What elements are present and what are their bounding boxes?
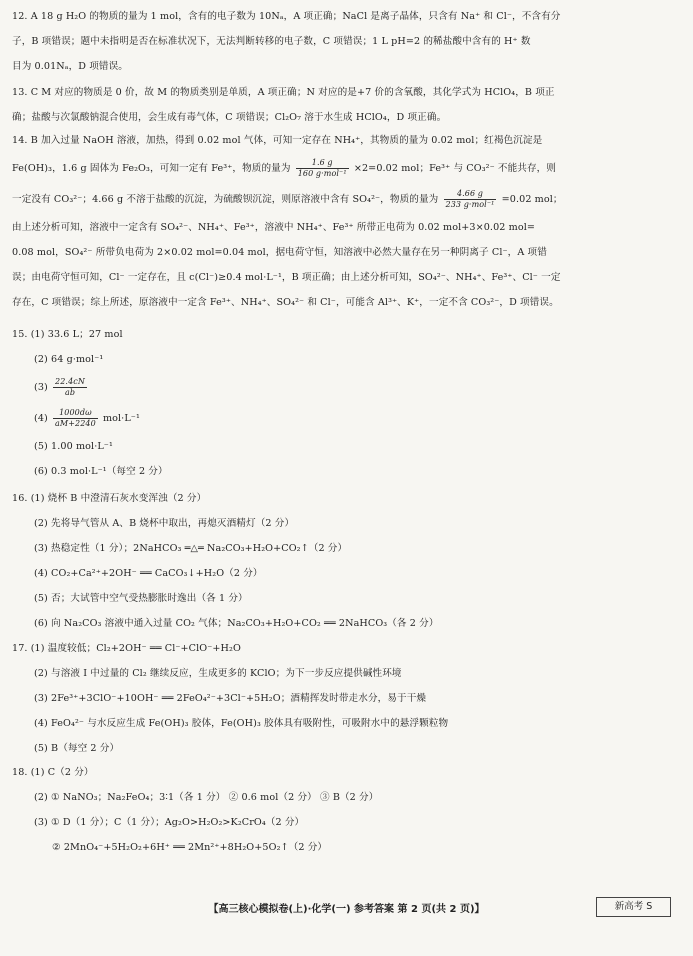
q13-line-1: 13. C M 对应的物质是 0 价，故 M 的物质类别是单质，A 项正确；N 对应的是+7 价的含氧酸，其化学式为 HClO₄，B 项正 <box>12 87 555 98</box>
q14-line-4: 由上述分析可知，溶液中一定含有 SO₄²⁻、NH₄⁺、Fe³⁺，溶液中 NH₄⁺、Fe³⁺ 所带正电荷为 0.02 mol+3×0.02 mol= <box>12 222 536 233</box>
q16-answer-5: (5) 否；大试管中空气受热膨胀时逸出（各 1 分） <box>34 593 248 604</box>
q16-answer-4: (4) CO₂+Ca²⁺+2OH⁻ ══ CaCO₃↓+H₂O（2 分） <box>34 568 263 579</box>
q16-answer-2: (2) 先将导气管从 A、B 烧杯中取出，再熄灭酒精灯（2 分） <box>34 518 295 529</box>
q14-line-3b: =0.02 mol； <box>501 194 563 205</box>
q15-answer-2: (2) 64 g·mol⁻¹ <box>34 354 104 365</box>
q15-answer-5: (5) 1.00 mol·L⁻¹ <box>34 441 113 452</box>
q14-fraction-2-denominator: 233 g·mol⁻¹ <box>445 200 495 209</box>
q18-answer-2: (2) ① NaNO₃；Na₂FeO₄；3∶1（各 1 分） ② 0.6 mol（2 分） ③ B（2 分） <box>34 792 379 803</box>
question-16 <box>12 486 679 636</box>
question-18 <box>12 760 679 860</box>
q13-line-2: 确；盐酸与次氯酸钠混合使用，会生成有毒气体，C 项错误；Cl₂O₇ 溶于水生成 HClO₄，D 项正确。 <box>12 112 447 123</box>
q15-answer-1: 15. (1) 33.6 L；27 mol <box>12 329 123 340</box>
q12-line-1: 12. A 18 g H₂O 的物质的量为 1 mol，含有的电子数为 10Nₐ，A 项正确；NaCl 是离子晶体，只含有 Na⁺ 和 Cl⁻，不含有分 <box>12 11 561 22</box>
q16-answer-6: (6) 向 Na₂CO₃ 溶液中通入过量 CO₂ 气体；Na₂CO₃+H₂O+CO₂ ══ 2NaHCO₃（各 2 分） <box>34 618 439 629</box>
q14-line-5: 0.08 mol，SO₄²⁻ 所带负电荷为 2×0.02 mol=0.04 mol，据电荷守恒，知溶液中必然大量存在另一种阴离子 Cl⁻，A 项错 <box>12 247 547 258</box>
q18-answer-1: 18. (1) C（2 分） <box>12 767 94 778</box>
q15-answer-4-label: (4) <box>34 413 48 424</box>
q14-line-3 <box>12 184 679 215</box>
q16-answer-1: 16. (1) 烧杯 B 中澄清石灰水变浑浊（2 分） <box>12 493 207 504</box>
page-footer: 【高三核心模拟卷(上)·化学(一) 参考答案 第 2 页(共 2 页)】 <box>208 904 485 915</box>
q15-answer-4-unit: mol·L⁻¹ <box>102 413 140 424</box>
q14-fraction-1 <box>296 158 349 179</box>
exam-badge: 新高考 S <box>596 897 671 917</box>
q14-line-1: 14. B 加入过量 NaOH 溶液，加热，得到 0.02 mol 气体，可知一定存在 NH₄⁺，其物质的量为 0.02 mol；红褐色沉淀是 <box>12 135 543 146</box>
q14-line-2 <box>12 153 679 184</box>
q14-line-7: 存在，C 项错误；综上所述，原溶液中一定含 Fe³⁺、NH₄⁺、SO₄²⁻ 和 Cl⁻，可能含 Al³⁺、K⁺，一定不含 CO₃²⁻，D 项错误。 <box>12 297 559 308</box>
q15-answer-3-fraction <box>53 377 87 398</box>
q15-answer-6: (6) 0.3 mol·L⁻¹（每空 2 分） <box>34 466 168 477</box>
q17-answer-3: (3) 2Fe³⁺+3ClO⁻+10OH⁻ ══ 2FeO₄²⁻+3Cl⁻+5H₂O；酒精挥发时带走水分，易于干燥 <box>34 693 427 704</box>
q14-fraction-1-denominator: 160 g·mol⁻¹ <box>297 169 347 178</box>
question-17 <box>12 636 679 761</box>
q17-answer-2: (2) 与溶液 I 中过量的 Cl₂ 继续反应，生成更多的 KClO；为下一步反应提供碱性环境 <box>34 668 402 679</box>
q14-fraction-2-numerator: 4.66 g <box>444 189 497 200</box>
question-13 <box>12 80 679 130</box>
q17-answer-4: (4) FeO₄²⁻ 与水反应生成 Fe(OH)₃ 胶体，Fe(OH)₃ 胶体具有吸附性，可吸附水中的悬浮颗粒物 <box>34 718 449 729</box>
q17-answer-1: 17. (1) 温度较低；Cl₂+2OH⁻ ══ Cl⁻+ClO⁻+H₂O <box>12 643 241 654</box>
q12-line-2: 子，B 项错误；题中未指明是否在标准状况下，无法判断转移的电子数，C 项错误；1 L pH=2 的稀盐酸中含有的 H⁺ 数 <box>12 36 531 47</box>
q14-line-2a: Fe(OH)₃，1.6 g 固体为 Fe₂O₃，可知一定有 Fe³⁺，物质的量为 <box>12 163 291 174</box>
question-12 <box>12 4 679 79</box>
q15-answer-4-fraction <box>53 408 98 429</box>
q12-line-3: 目为 0.01Nₐ，D 项错误。 <box>12 61 129 72</box>
q15-answer-3 <box>12 372 679 403</box>
q14-line-3a: 一定没有 CO₃²⁻；4.66 g 不溶于盐酸的沉淀，为硫酸钡沉淀，则原溶液中含有 SO₄²⁻，物质的量为 <box>12 194 439 205</box>
q15-answer-3-label: (3) <box>34 382 48 393</box>
q15-answer-3-denominator: ab <box>64 388 76 397</box>
question-15 <box>12 322 679 484</box>
q14-line-6: 误；由电荷守恒可知，Cl⁻ 一定存在，且 c(Cl⁻)≥0.4 mol·L⁻¹，B 项正确；由上述分析可知，SO₄²⁻、NH₄⁺、Fe³⁺、Cl⁻ 一定 <box>12 272 561 283</box>
q15-answer-4-numerator: 1000dω <box>53 408 98 419</box>
q14-fraction-1-numerator: 1.6 g <box>296 158 349 169</box>
q18-answer-3: (3) ① D（1 分）；C（1 分）；Ag₂O>H₂O₂>K₂CrO₄（2 分） <box>34 817 305 828</box>
q14-line-2b: ×2=0.02 mol；Fe³⁺ 与 CO₃²⁻ 不能共存，则 <box>353 163 557 174</box>
q14-fraction-2 <box>444 189 497 210</box>
q15-answer-4-denominator: aM+2240 <box>55 419 96 428</box>
q18-answer-4: ② 2MnO₄⁻+5H₂O₂+6H⁺ ══ 2Mn²⁺+8H₂O+5O₂↑（2 分） <box>52 842 328 853</box>
q15-answer-3-numerator: 22.4cN <box>55 377 85 386</box>
question-14 <box>12 128 679 315</box>
q15-answer-4 <box>12 403 679 434</box>
q16-answer-3: (3) 热稳定性（1 分）；2NaHCO₃ ═△═ Na₂CO₃+H₂O+CO₂↑（2 分） <box>34 543 348 554</box>
q17-answer-5: (5) B（每空 2 分） <box>34 743 120 754</box>
